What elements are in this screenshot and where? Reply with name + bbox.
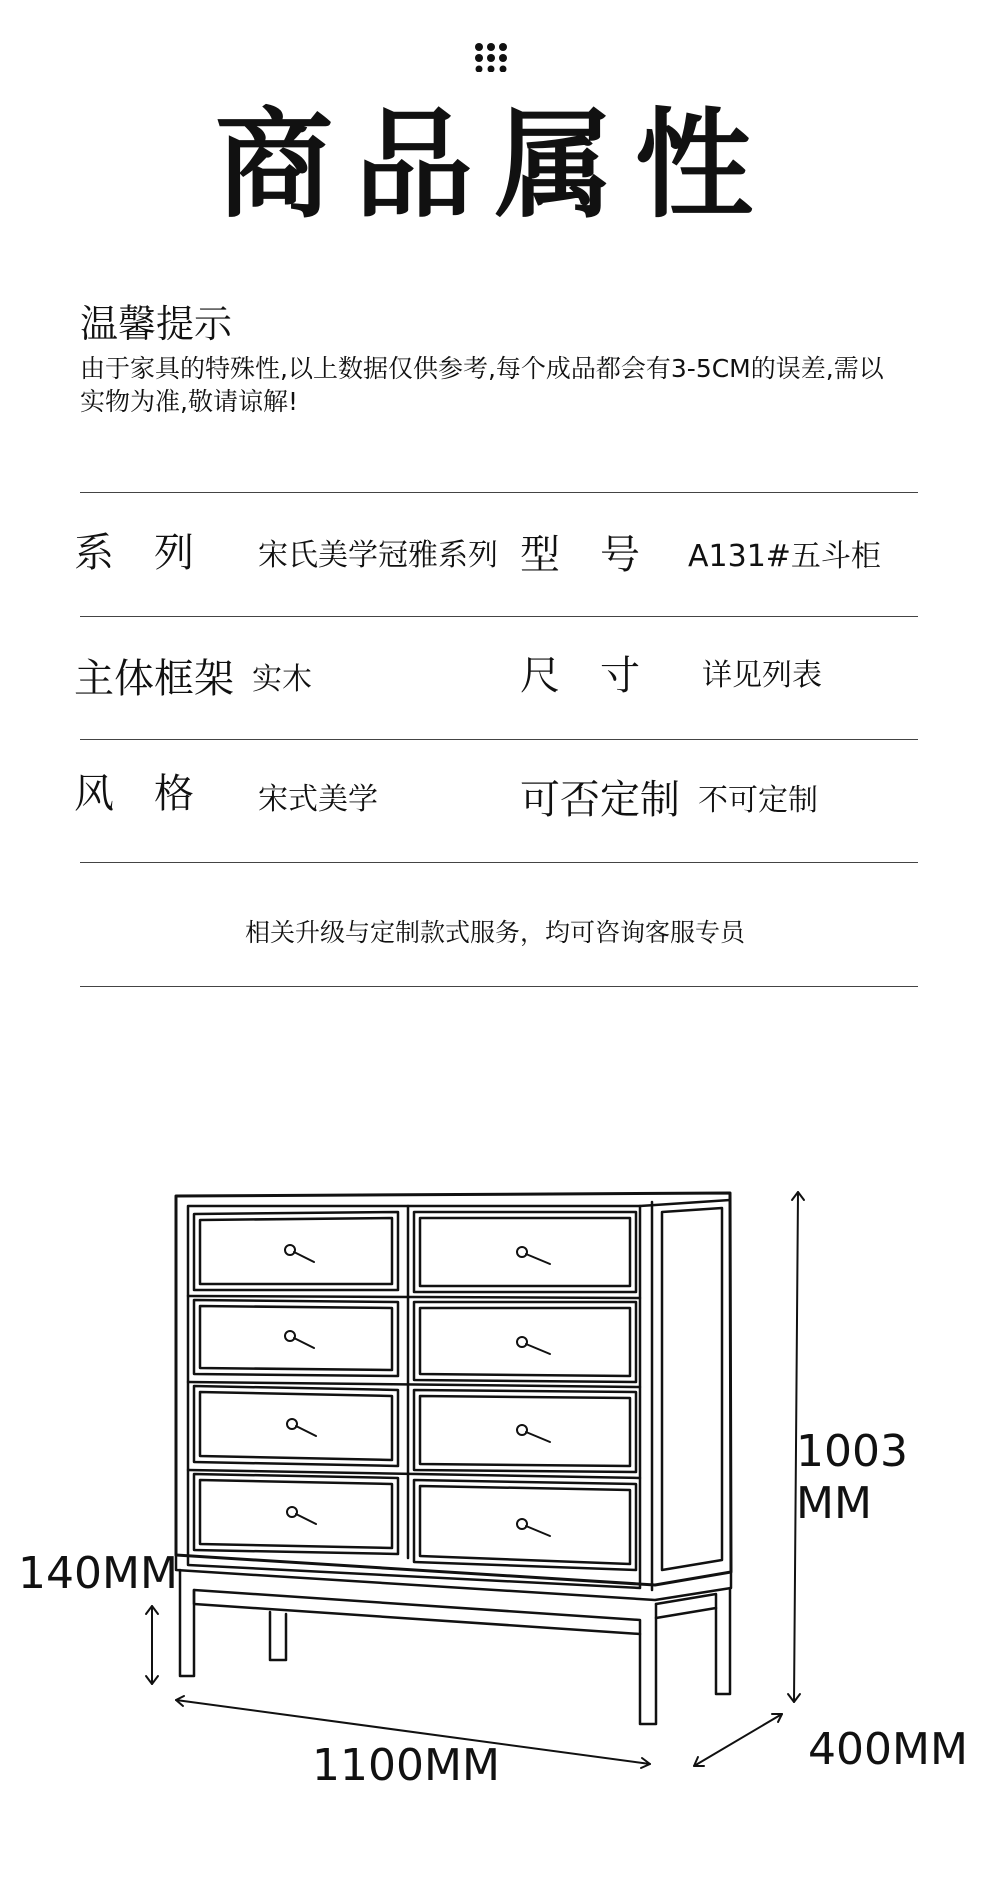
- size-label: 尺 寸: [520, 653, 640, 699]
- service-notice: 相关升级与定制款式服务，均可咨询客服专员: [244, 918, 745, 947]
- divider: [80, 986, 918, 987]
- frame-label: 主体框架: [74, 656, 234, 702]
- depth-dimension: 400MM: [808, 1724, 968, 1775]
- tip-line-2: 实物为准,敬请谅解!: [80, 387, 298, 416]
- custom-value: 不可定制: [698, 783, 818, 818]
- series-value: 宋氏美学冠雅系列: [258, 538, 498, 573]
- leg-height-dimension: 140MM: [18, 1548, 178, 1599]
- style-label: 风 格: [74, 771, 194, 817]
- model-label: 型 号: [520, 532, 640, 578]
- series-label: 系 列: [74, 530, 194, 576]
- style-value: 宋式美学: [258, 782, 378, 817]
- tip-line-1: 由于家具的特殊性,以上数据仅供参考,每个成品都会有3-5CM的误差,需以: [80, 354, 884, 383]
- divider: [80, 739, 918, 740]
- dots-grid-icon: [473, 42, 509, 72]
- page-title: 商品属性: [214, 96, 775, 234]
- divider: [80, 492, 918, 493]
- width-dimension: 1100MM: [312, 1740, 500, 1791]
- tip-body: [80, 352, 920, 418]
- model-value: A131#五斗柜: [688, 539, 881, 574]
- divider: [80, 616, 918, 617]
- height-dimension: 1003 MM: [796, 1426, 908, 1529]
- tip-title: 温馨提示: [80, 302, 233, 346]
- size-value: 详见列表: [702, 658, 822, 693]
- divider: [80, 862, 918, 863]
- frame-value: 实木: [252, 662, 312, 697]
- custom-label: 可否定制: [520, 777, 680, 823]
